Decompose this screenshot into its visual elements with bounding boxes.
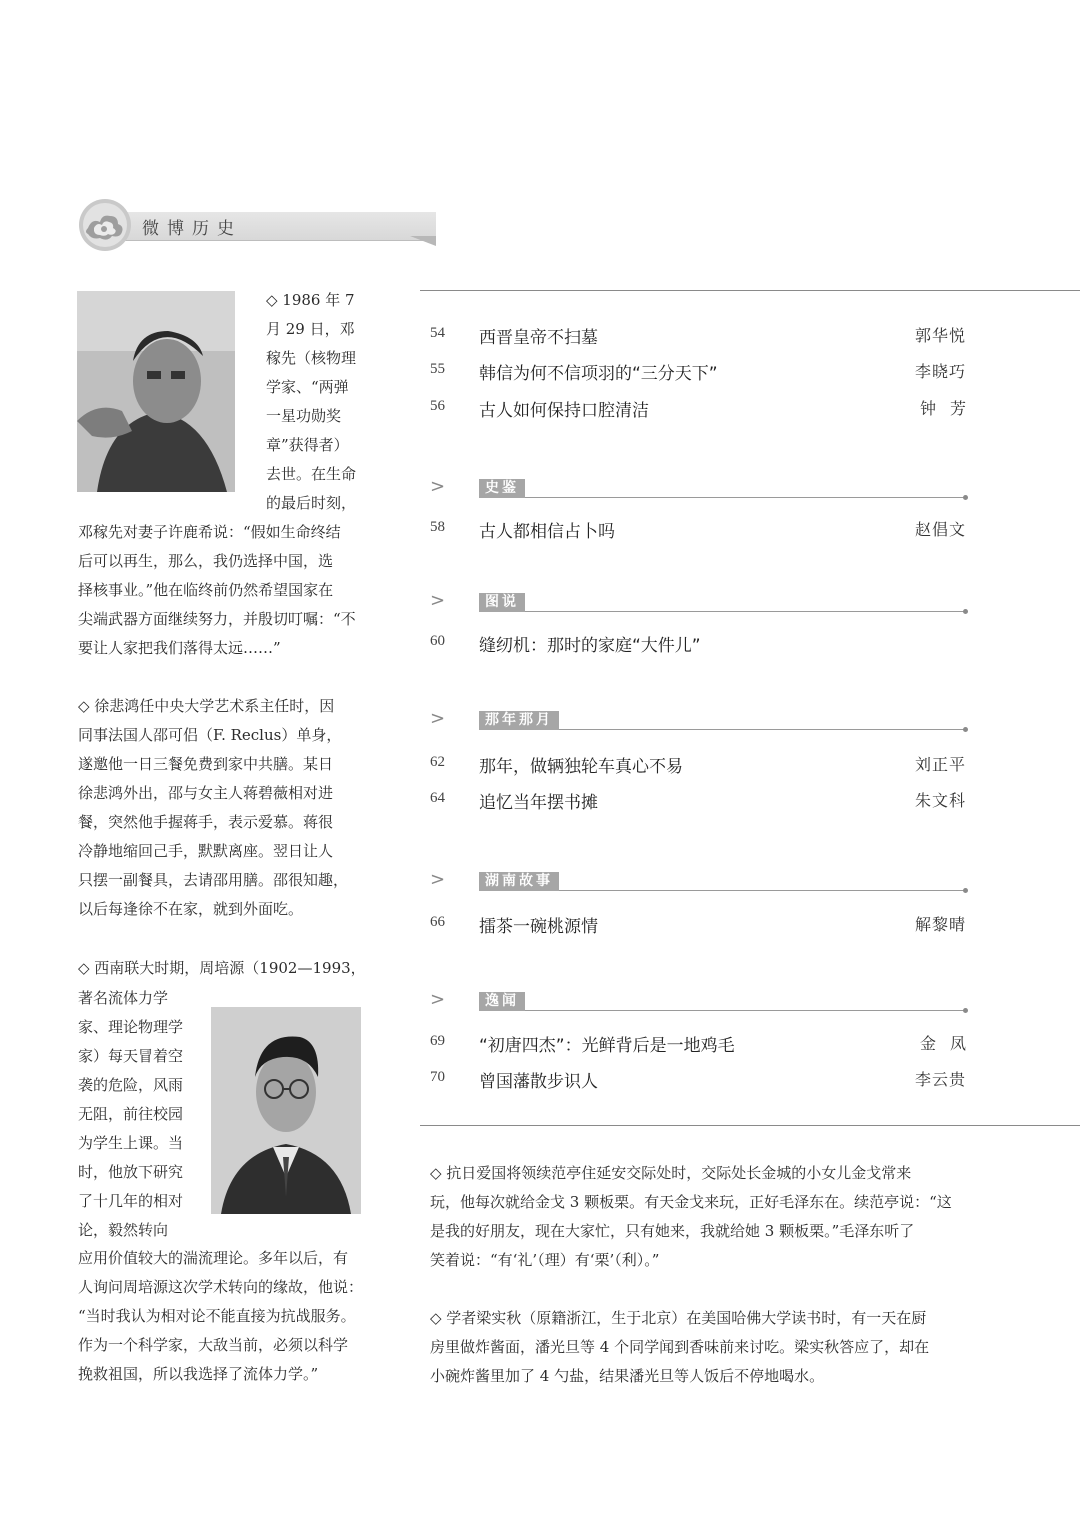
toc-entry[interactable] bbox=[430, 396, 980, 424]
toc-author: 解黎晴 bbox=[914, 915, 966, 934]
category-rule-dot bbox=[963, 1008, 968, 1013]
toc-entry[interactable] bbox=[430, 631, 966, 659]
toc-author: 李云贵 bbox=[914, 1070, 966, 1089]
toc-page-number: 58 bbox=[430, 519, 445, 535]
xu-beihong-story: ◇ 徐悲鸿任中央大学艺术系主任时，因 同事法国人邵可侣（F. Reclus）单身， 遂邀他一日三餐免费到家中共膳。某日 徐悲鸿外出，邵与女主人蒋碧薇相对进 餐，突然他手握蒋手，表示爱慕。蒋很 冷静地缩回己手，默默离座。翌日让人 只摆一副餐具，去请邵用膳。邵很知趣， 以后每逢徐不在家，就到外面吃。 bbox=[78, 697, 349, 918]
section-banner bbox=[78, 198, 363, 254]
deng-jiaxian-story-top: ◇ 1986 年 7 月 29 日，邓 稼先（核物理 学家、“两弹 一星功勋奖 章”获得者） 去世。在生命 的最后时刻， bbox=[266, 291, 357, 512]
category-rule-dot bbox=[963, 888, 968, 893]
toc-entry[interactable] bbox=[430, 752, 966, 780]
toc-title: 追忆当年摆书摊 bbox=[479, 793, 598, 813]
toc-title: 曾国藩散步识人 bbox=[479, 1072, 598, 1092]
liang-shiqiu-story: ◇ 学者梁实秋（原籍浙江，生于北京）在美国哈佛大学读书时，有一天在厨 房里做炸酱面，潘光旦等 4 个同学闻到香味前来讨吃。梁实秋答应了，却在 小碗炸酱里加了 4 勺盐，结果潘光旦等人饭后不停地喝水。 bbox=[430, 1309, 930, 1385]
toc-author: 钟芳 bbox=[919, 399, 980, 418]
chevron-right-icon: > bbox=[430, 590, 446, 611]
toc-title: 那年，做辆独轮车真心不易 bbox=[479, 757, 683, 777]
toc-author: 金凤 bbox=[919, 1034, 980, 1053]
zhou-peiyuan-story-tail: 应用价值较大的湍流理论。多年以后，有 人询问周培源这次学术转向的缘故，他说： “当时我认为相对论不能直接为抗战服务。 作为一个科学家，大敌当前，必须以科学 挽救祖国，所以我选择了流体力学。” bbox=[78, 1249, 364, 1383]
toc-page-number: 56 bbox=[430, 398, 445, 414]
toc-entry[interactable] bbox=[430, 1067, 966, 1095]
toc-page-number: 62 bbox=[430, 754, 445, 770]
banner-tail bbox=[410, 236, 436, 246]
category-label: 史鉴 bbox=[479, 479, 525, 498]
deng-jiaxian-story-bottom: 邓稼先对妻子许鹿希说：“假如生命终结 后可以再生，那么，我仍选择中国，选 择核事业。”他在临终前仍然希望国家在 尖端武器方面继续努力，并殷切叮嘱：“不 要让人家把我们落得太远……” bbox=[78, 523, 356, 657]
deng-jiaxian-photo bbox=[77, 291, 235, 492]
toc-page-number: 54 bbox=[430, 325, 445, 341]
toc-page-number: 55 bbox=[430, 361, 445, 377]
toc-author: 赵倡文 bbox=[914, 520, 966, 539]
toc-bottom-rule bbox=[420, 1125, 1080, 1126]
section-title: 微博历史 bbox=[142, 219, 242, 239]
zhou-peiyuan-story-head: ◇ 西南联大时期，周培源（1902—1993， bbox=[78, 959, 366, 977]
toc-title: 古人如何保持口腔清洁 bbox=[479, 401, 649, 421]
toc-entry[interactable] bbox=[430, 517, 966, 545]
toc-entry[interactable] bbox=[430, 1031, 980, 1059]
toc-title: 擂茶一碗桃源情 bbox=[479, 917, 598, 937]
chevron-right-icon: > bbox=[430, 476, 446, 497]
toc-entry[interactable] bbox=[430, 912, 966, 940]
toc-category-header bbox=[430, 590, 966, 617]
category-rule bbox=[479, 1010, 966, 1011]
chevron-right-icon: > bbox=[430, 869, 446, 890]
toc-category-header bbox=[430, 869, 966, 896]
cloud-emblem-icon bbox=[78, 198, 132, 252]
toc-author: 郭华悦 bbox=[914, 326, 966, 345]
toc-author: 李晓巧 bbox=[914, 362, 966, 381]
chevron-right-icon: > bbox=[430, 989, 446, 1010]
category-rule-dot bbox=[963, 495, 968, 500]
toc-title: 韩信为何不信项羽的“三分天下” bbox=[479, 364, 718, 384]
toc-entry[interactable] bbox=[430, 323, 966, 351]
chevron-right-icon: > bbox=[430, 708, 446, 729]
xu-fanting-story: ◇ 抗日爱国将领续范亭住延安交际处时，交际处长金城的小女儿金戈常来 玩，他每次就给金戈 3 颗板栗。有天金戈来玩，正好毛泽东在。续范亭说：“这 是我的好朋友，现在大家忙，只有她来，我就给她 3 颗板栗。”毛泽东听了 笑着说：“有‘礼’（理）有‘栗’（利）。” bbox=[430, 1164, 952, 1269]
toc-category-header bbox=[430, 989, 966, 1016]
category-label: 逸闻 bbox=[479, 992, 525, 1011]
toc-title: 西晋皇帝不扫墓 bbox=[479, 328, 598, 348]
toc-author: 朱文科 bbox=[914, 791, 966, 810]
category-rule bbox=[479, 497, 966, 498]
zhou-peiyuan-story-wrap: 著名流体力学 家、理论物理学 家）每天冒着空 袭的危险，风雨 无阻，前往校园 为学生上课。当 时，他放下研究 了十几年的相对 论，毅然转向 bbox=[78, 989, 184, 1239]
toc-title: “初唐四杰”：光鲜背后是一地鸡毛 bbox=[479, 1036, 735, 1056]
category-rule-dot bbox=[963, 727, 968, 732]
toc-page-number: 69 bbox=[430, 1033, 445, 1049]
category-label: 图说 bbox=[479, 593, 525, 612]
toc-page-number: 70 bbox=[430, 1069, 445, 1085]
toc-category-header bbox=[430, 476, 966, 503]
toc-title: 缝纫机：那时的家庭“大件儿” bbox=[479, 636, 701, 656]
toc-top-rule bbox=[420, 290, 1080, 291]
toc-page-number: 66 bbox=[430, 914, 445, 930]
category-rule bbox=[479, 611, 966, 612]
toc-page-number: 60 bbox=[430, 633, 445, 649]
category-label: 湖南故事 bbox=[479, 872, 559, 891]
category-rule-dot bbox=[963, 609, 968, 614]
toc-title: 古人都相信占卜吗 bbox=[479, 522, 615, 542]
toc-page-number: 64 bbox=[430, 790, 445, 806]
toc-author: 刘正平 bbox=[914, 755, 966, 774]
toc-entry[interactable] bbox=[430, 788, 966, 816]
toc-entry[interactable] bbox=[430, 359, 966, 387]
category-label: 那年那月 bbox=[479, 711, 559, 730]
zhou-peiyuan-photo bbox=[211, 1007, 361, 1214]
toc-category-header bbox=[430, 708, 966, 735]
